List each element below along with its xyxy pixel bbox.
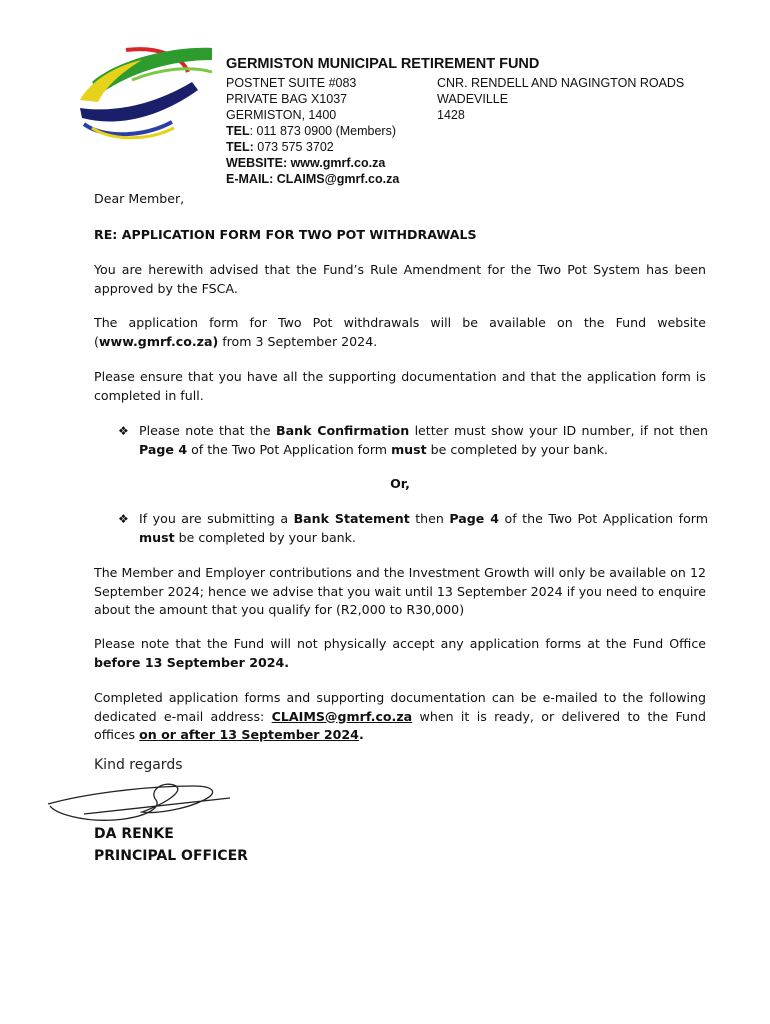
bullet-bank-statement: ❖ If you are submitting a Bank Statement then Page 4 of the Two Pot Application form must be completed by your bank. <box>118 511 708 545</box>
postal-address <box>226 75 399 187</box>
signer-title: PRINCIPAL OFFICER <box>94 848 248 864</box>
paragraph-approval: You are herewith advised that the Fund’s Rule Amendment for the Two Pot System has been approved by the FSCA. <box>94 262 706 296</box>
postcode-line: 1428 <box>437 108 465 122</box>
signer-name: DA RENKE <box>94 826 174 842</box>
city-line: GERMISTON, 1400 <box>226 108 337 122</box>
private-bag-line: PRIVATE BAG X1037 <box>226 92 348 106</box>
website-line: WEBSITE: www.gmrf.co.za <box>226 156 386 170</box>
suburb-line: WADEVILLE <box>437 92 509 106</box>
claims-email-link[interactable]: CLAIMS@gmrf.co.za <box>271 708 413 724</box>
postnet-line: POSTNET SUITE #083 <box>226 76 357 90</box>
bullet-bank-confirmation: ❖ Please note that the Bank Confirmation letter must show your ID number, if not then Page 4 of the Two Pot Application form must be completed by your bank. <box>118 423 709 457</box>
paragraph-office-notice: Please note that the Fund will not physically accept any application forms at the Fund Office before 13 September 2024. <box>94 636 706 670</box>
paragraph-documentation: Please ensure that you have all the supporting documentation and that the application form is completed in full. <box>94 369 706 403</box>
tel-members-line: TEL: 011 873 0900 (Members) <box>226 124 396 138</box>
signature <box>44 770 234 830</box>
closing: Kind regards <box>94 757 183 773</box>
tel-line: TEL: 073 575 3702 <box>226 140 334 154</box>
street-line: CNR. RENDELL AND NAGINGTON ROADS <box>437 76 685 90</box>
paragraph-submission: Completed application forms and supporting documentation can be e-mailed to the following dedicated e-mail address: CLAIMS@gmrf.co.za when it is ready, or delivered to the Fund offices on or after 13 September 2024. <box>94 690 706 742</box>
email-line: E-MAIL: CLAIMS@gmrf.co.za <box>226 172 400 186</box>
salutation: Dear Member, <box>94 191 185 206</box>
fund-logo <box>62 42 220 142</box>
subject-line: RE: APPLICATION FORM FOR TWO POT WITHDRAWALS <box>94 227 477 242</box>
or-separator: Or, <box>390 476 410 491</box>
diamond-bullet-icon: ❖ <box>118 424 129 438</box>
paragraph-contributions: The Member and Employer contributions and the Investment Growth will only be available on 12 September 2024; hence we advise that you wait until 13 September 2024 if you need to enquire about the amount that you qualify for (R2,000 to R30,000) <box>94 565 706 617</box>
diamond-bullet-icon: ❖ <box>118 512 129 526</box>
website-link[interactable]: www.gmrf.co.za) <box>98 333 219 349</box>
physical-address <box>437 75 684 123</box>
org-name: GERMISTON MUNICIPAL RETIREMENT FUND <box>226 56 540 72</box>
paragraph-availability: The application form for Two Pot withdrawals will be available on the Fund website (www.gmrf.co.za) from 3 September 2024. <box>94 315 706 349</box>
